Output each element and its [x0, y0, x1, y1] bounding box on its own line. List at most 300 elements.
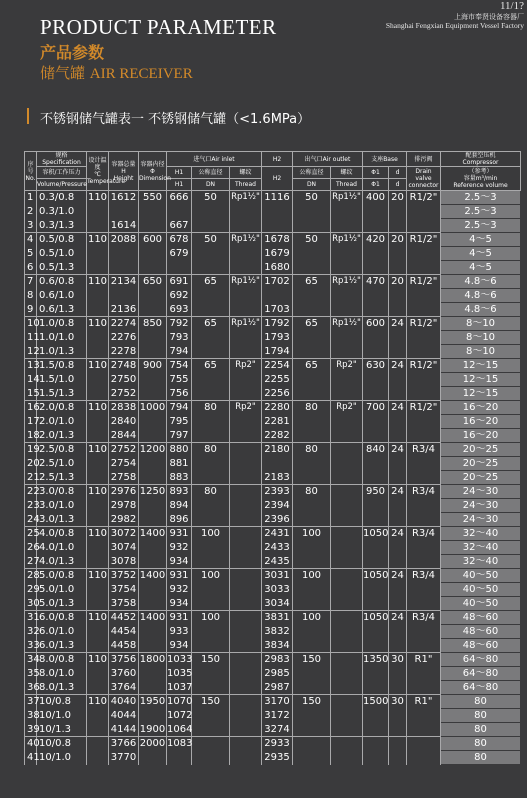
row-h2: 2255: [262, 373, 293, 387]
row-inlet-dn: 65: [192, 317, 230, 331]
row-height: 4454: [109, 625, 139, 639]
row-dimension: [139, 709, 167, 723]
row-drain: R3/4: [407, 443, 441, 457]
row-inlet-dn: [192, 247, 230, 261]
row-inlet-dn: [192, 681, 230, 695]
table-row: [25, 681, 521, 695]
row-dimension: 650: [139, 275, 167, 289]
row-d: 24: [389, 611, 407, 625]
row-inlet-thread: Rp1½": [230, 275, 262, 289]
row-outlet-thread: [331, 555, 363, 569]
table-row: [25, 415, 521, 429]
company-name-en: Shanghai Fengxian Equipment Vessel Factory: [385, 21, 524, 30]
row-phi1: [363, 219, 389, 233]
row-d: 30: [389, 695, 407, 709]
row-inlet-thread: [230, 261, 262, 275]
row-outlet-thread: [331, 471, 363, 485]
row-d: [389, 681, 407, 695]
row-dimension: [139, 345, 167, 359]
row-outlet-thread: [331, 639, 363, 653]
row-height: 3072: [109, 527, 139, 541]
table-row: [25, 695, 521, 709]
row-outlet-dn: 65: [293, 317, 331, 331]
row-phi1: 1050: [363, 612, 389, 624]
row-outlet-thread: [331, 429, 363, 443]
row-no: 17: [25, 415, 37, 429]
row-h2: 1794: [262, 345, 293, 359]
row-outlet-thread: [331, 527, 363, 541]
row-spec: 0.6/0.8: [37, 275, 87, 289]
row-h2: [262, 205, 293, 219]
row-d: [389, 261, 407, 275]
row-inlet-thread: [230, 429, 262, 443]
row-h1: 881: [167, 457, 192, 471]
row-inlet-thread: [230, 443, 262, 457]
row-inlet-dn: 80: [192, 485, 230, 499]
row-inlet-thread: [230, 569, 262, 583]
row-outlet-dn: [293, 751, 331, 765]
row-no: 22: [25, 485, 37, 499]
row-compressor: 64～80: [441, 667, 521, 681]
row-phi1: 700: [363, 401, 389, 415]
row-no: 11: [25, 331, 37, 345]
row-phi1: 420: [363, 233, 389, 247]
row-spec: 2.5/0.8: [37, 443, 87, 457]
row-h1: 1035: [167, 668, 193, 679]
col-header-air-outlet: 出气口Air outlet: [293, 152, 363, 167]
row-compressor: 80: [441, 695, 521, 709]
row-temp: [87, 513, 109, 527]
row-dimension: 1800: [139, 654, 166, 666]
row-height: 2278: [109, 345, 139, 359]
row-spec: 0.5/1.3: [37, 261, 87, 275]
row-outlet-dn: 80: [293, 485, 331, 499]
row-outlet-dn: 50: [293, 191, 331, 205]
row-dimension: [139, 429, 167, 443]
row-spec: 2.0/0.8: [37, 401, 87, 415]
row-spec: 5.0/1.3: [37, 597, 87, 611]
row-outlet-thread: [331, 247, 363, 261]
row-height: 2840: [109, 415, 139, 429]
row-inlet-dn: 150: [192, 653, 230, 667]
row-no: 6: [25, 261, 37, 275]
row-inlet-thread: [230, 303, 262, 317]
row-d: [389, 303, 407, 317]
table-row: [25, 555, 521, 569]
row-d: [389, 499, 407, 513]
row-drain: [407, 289, 441, 303]
row-h2: 2933: [262, 737, 293, 751]
row-no: 14: [25, 373, 37, 387]
row-temp: 110: [87, 234, 108, 246]
row-h2: 2431: [262, 527, 293, 541]
row-temp: 110: [87, 444, 108, 456]
row-spec: 8.0/0.8: [37, 653, 87, 667]
row-h1: 1070: [167, 696, 193, 708]
row-dimension: [139, 289, 167, 303]
row-height: 2274: [109, 317, 139, 331]
row-outlet-dn: [293, 555, 331, 569]
row-drain: [407, 219, 441, 233]
row-compressor: 4.8～6: [441, 303, 521, 317]
col-header-inlet-thread-cn: 螺纹: [230, 167, 262, 179]
row-outlet-dn: [293, 247, 331, 261]
row-inlet-dn: [192, 625, 230, 639]
row-phi1: [363, 331, 389, 345]
row-h1: [167, 261, 192, 275]
table-row: [25, 373, 521, 387]
row-height: 2134: [109, 275, 139, 289]
col-header-drain: 排污阀: [407, 152, 441, 167]
row-h2: 2281: [262, 415, 293, 429]
row-inlet-dn: [192, 513, 230, 527]
row-compressor: 32～40: [441, 527, 521, 541]
row-h1: 896: [167, 513, 192, 527]
col-header-inlet-thread: Thread: [230, 179, 262, 191]
row-outlet-thread: [331, 373, 363, 387]
row-spec: 1.5/1.0: [37, 373, 87, 387]
row-outlet-dn: [293, 345, 331, 359]
row-temp: [87, 667, 109, 681]
row-h1: 795: [167, 415, 192, 429]
row-height: 2976: [109, 485, 139, 499]
col-header-outlet-dn-cn: 公称直径: [293, 167, 331, 179]
row-no: 31: [25, 611, 37, 625]
section-accent-bar: [27, 108, 29, 124]
row-inlet-dn: 65: [192, 275, 230, 289]
row-inlet-dn: 50: [192, 233, 230, 247]
table-row: [25, 583, 521, 597]
row-outlet-dn: [293, 205, 331, 219]
row-inlet-thread: [230, 247, 262, 261]
row-inlet-dn: [192, 345, 230, 359]
row-outlet-thread: [331, 457, 363, 471]
row-inlet-dn: [192, 709, 230, 723]
row-compressor: 16～20: [441, 429, 521, 443]
table-row: [25, 331, 521, 345]
row-spec: 2.0/1.3: [37, 429, 87, 443]
row-drain: R1/2": [407, 191, 441, 205]
row-compressor: 4～5: [441, 261, 521, 275]
table-row: [25, 205, 521, 219]
row-inlet-dn: [192, 471, 230, 485]
row-h1: 755: [167, 373, 192, 387]
row-h1: 934: [167, 555, 192, 569]
row-no: 10: [25, 317, 37, 331]
row-inlet-dn: [192, 331, 230, 345]
row-spec: 0.5/0.8: [37, 233, 87, 247]
row-spec: 8.0/1.3: [37, 681, 87, 695]
row-drain: [407, 261, 441, 275]
row-d: [389, 737, 407, 751]
row-inlet-thread: [230, 695, 262, 709]
row-drain: [407, 331, 441, 345]
company-name-cn: 上海市奉贤设备容器厂: [454, 13, 524, 21]
row-height: 4144: [109, 723, 139, 737]
table-row: [25, 723, 521, 737]
row-compressor: 48～60: [441, 625, 521, 639]
row-phi1: [363, 499, 389, 513]
row-d: [389, 639, 407, 653]
table-row: [25, 359, 521, 373]
row-d: [389, 625, 407, 639]
row-inlet-dn: [192, 597, 230, 611]
row-h1: 794: [167, 401, 192, 415]
row-outlet-thread: [331, 541, 363, 555]
row-dimension: [139, 681, 167, 695]
col-header-phi1: Φ1: [363, 167, 389, 179]
row-compressor: 24～30: [441, 499, 521, 513]
table-row: [25, 345, 521, 359]
table-row: [25, 485, 521, 499]
row-drain: [407, 667, 441, 681]
row-drain: [407, 709, 441, 723]
row-no: 27: [25, 555, 37, 569]
table-row: [25, 569, 521, 583]
row-no: 37: [25, 695, 37, 709]
row-outlet-dn: 65: [293, 275, 331, 289]
row-inlet-thread: [230, 331, 262, 345]
row-h2: 1678: [262, 233, 293, 247]
row-outlet-dn: [293, 541, 331, 555]
row-d: 24: [389, 443, 407, 457]
row-outlet-dn: 65: [293, 359, 331, 373]
row-outlet-thread: [331, 289, 363, 303]
row-dimension: 1000: [139, 402, 166, 414]
row-outlet-dn: [293, 681, 331, 695]
row-h2: 2985: [262, 667, 293, 681]
row-outlet-dn: [293, 471, 331, 485]
row-inlet-thread: [230, 373, 262, 387]
row-height: 4040: [109, 695, 139, 709]
row-inlet-thread: [230, 541, 262, 555]
row-spec: 0.5/1.0: [37, 247, 87, 261]
row-inlet-dn: [192, 541, 230, 555]
row-h2: 1679: [262, 247, 293, 261]
row-dimension: [139, 625, 167, 639]
row-d: 24: [389, 485, 407, 499]
row-outlet-thread: [331, 261, 363, 275]
col-header-dimension: 容器内径 Φ Dimension: [139, 152, 167, 191]
row-no: 28: [25, 569, 37, 583]
row-inlet-dn: [192, 261, 230, 275]
row-d: [389, 583, 407, 597]
row-no: 13: [25, 359, 37, 373]
table-row: [25, 541, 521, 555]
row-d: [389, 429, 407, 443]
row-inlet-dn: [192, 415, 230, 429]
row-outlet-dn: [293, 499, 331, 513]
row-outlet-thread: Rp1½": [331, 191, 363, 205]
row-h1: 931: [167, 611, 192, 625]
row-spec: 0.6/1.3: [37, 303, 87, 317]
row-spec: 10/1.0: [37, 709, 87, 723]
row-drain: [407, 303, 441, 317]
row-temp: [87, 723, 109, 737]
table-row: [25, 303, 521, 317]
row-phi1: [363, 709, 389, 723]
row-dimension: [139, 471, 167, 485]
row-outlet-dn: [293, 513, 331, 527]
table-row: [25, 233, 521, 247]
row-outlet-thread: [331, 569, 363, 583]
row-h1: 931: [167, 569, 192, 583]
row-inlet-thread: [230, 681, 262, 695]
row-h2: 2183: [262, 471, 293, 485]
row-h1: 880: [167, 443, 192, 457]
row-outlet-dn: [293, 625, 331, 639]
row-outlet-thread: [331, 219, 363, 233]
row-outlet-thread: [331, 737, 363, 751]
row-h2: 3033: [262, 583, 293, 597]
row-h1: 932: [167, 541, 192, 555]
row-outlet-thread: Rp1½": [331, 233, 363, 247]
row-dimension: [139, 597, 167, 611]
table-row: [25, 219, 521, 233]
row-dimension: [139, 219, 167, 233]
row-drain: R1/2": [407, 401, 441, 415]
row-d: 24: [389, 359, 407, 373]
col-header-d: d: [389, 167, 407, 179]
table-row: [25, 401, 521, 415]
row-inlet-thread: [230, 597, 262, 611]
row-compressor: 2.5～3: [441, 191, 521, 205]
row-no: 30: [25, 597, 37, 611]
row-h2: 2280: [262, 401, 293, 415]
row-h2: [262, 289, 293, 303]
row-h2: 2393: [262, 485, 293, 499]
row-drain: [407, 681, 441, 695]
page-title: PRODUCT PARAMETER: [40, 15, 277, 39]
row-temp: [87, 625, 109, 639]
table-row: [25, 597, 521, 611]
row-temp: [87, 499, 109, 513]
row-height: 2978: [109, 499, 139, 513]
row-spec: 4.0/0.8: [37, 527, 87, 541]
row-drain: [407, 639, 441, 653]
row-height: [109, 289, 139, 303]
row-h1: 792: [167, 317, 192, 331]
row-inlet-dn: [192, 667, 230, 681]
row-no: 29: [25, 583, 37, 597]
row-height: 2982: [109, 513, 139, 527]
row-no: 34: [25, 653, 37, 667]
row-inlet-thread: [230, 471, 262, 485]
row-temp: 110: [87, 276, 108, 288]
row-h2: 3031: [262, 569, 293, 583]
row-height: 4452: [109, 611, 139, 625]
row-no: 35: [25, 667, 37, 681]
row-no: 21: [25, 471, 37, 485]
row-d: [389, 751, 407, 765]
row-no: 5: [25, 247, 37, 261]
row-outlet-thread: [331, 345, 363, 359]
row-inlet-thread: [230, 527, 262, 541]
row-spec: 5.0/1.0: [37, 583, 87, 597]
row-compressor: 16～20: [441, 415, 521, 429]
row-outlet-dn: [293, 457, 331, 471]
row-drain: [407, 247, 441, 261]
row-phi1: 1050: [363, 570, 389, 582]
row-dimension: [139, 667, 167, 681]
row-height: 1614: [109, 219, 139, 233]
row-d: 30: [389, 653, 407, 667]
row-temp: [87, 373, 109, 387]
row-no: 40: [25, 737, 37, 751]
row-inlet-dn: [192, 289, 230, 303]
row-inlet-dn: [192, 219, 230, 233]
row-inlet-dn: [192, 429, 230, 443]
row-temp: [87, 709, 109, 723]
table-row: [25, 527, 521, 541]
row-inlet-thread: [230, 583, 262, 597]
row-spec: 10/0.8: [37, 737, 87, 751]
row-spec: 0.3/1.0: [37, 205, 87, 219]
row-height: [109, 261, 139, 275]
row-outlet-thread: Rp1½": [331, 275, 363, 289]
row-outlet-thread: [331, 583, 363, 597]
row-outlet-thread: [331, 387, 363, 401]
row-h1: 667: [167, 219, 192, 233]
row-temp: 110: [87, 654, 108, 666]
row-spec: 6.0/1.3: [37, 639, 87, 653]
row-height: 3758: [109, 597, 139, 611]
row-h1: 1083: [167, 738, 193, 750]
table-row: [25, 457, 521, 471]
row-drain: [407, 471, 441, 485]
row-phi1: [363, 261, 389, 275]
row-spec: 2.5/1.3: [37, 471, 87, 485]
row-outlet-thread: [331, 723, 363, 737]
table-row: [25, 191, 521, 205]
table-row: [25, 275, 521, 289]
row-compressor: 12～15: [441, 359, 521, 373]
row-h2: [262, 219, 293, 233]
row-dimension: [139, 415, 167, 429]
table-row: [25, 289, 521, 303]
row-drain: R1/2": [407, 275, 441, 289]
row-phi1: [363, 387, 389, 401]
col-header-h1-sub: H1: [167, 179, 192, 191]
row-no: 23: [25, 499, 37, 513]
row-outlet-thread: [331, 499, 363, 513]
row-no: 41: [25, 751, 37, 765]
row-phi1: [363, 373, 389, 387]
row-d: [389, 513, 407, 527]
parameter-table: [24, 151, 521, 765]
row-inlet-thread: [230, 387, 262, 401]
row-outlet-dn: [293, 331, 331, 345]
row-dimension: 850: [139, 317, 167, 331]
row-h1: 797: [167, 429, 192, 443]
row-outlet-thread: [331, 415, 363, 429]
row-no: 32: [25, 625, 37, 639]
row-compressor: 20～25: [441, 471, 521, 485]
row-d: [389, 555, 407, 569]
row-d: [389, 471, 407, 485]
row-h1: [167, 751, 192, 765]
row-compressor: 4.8～6: [441, 289, 521, 303]
row-spec: 2.5/1.0: [37, 457, 87, 471]
col-header-spec-sub: 容积/工作压力: [37, 167, 87, 179]
row-h1: 893: [167, 485, 192, 499]
col-header-h1: H1: [167, 167, 192, 179]
row-spec: 1.0/1.3: [37, 345, 87, 359]
row-no: 4: [25, 233, 37, 247]
row-outlet-dn: [293, 737, 331, 751]
row-drain: [407, 625, 441, 639]
row-outlet-dn: [293, 373, 331, 387]
